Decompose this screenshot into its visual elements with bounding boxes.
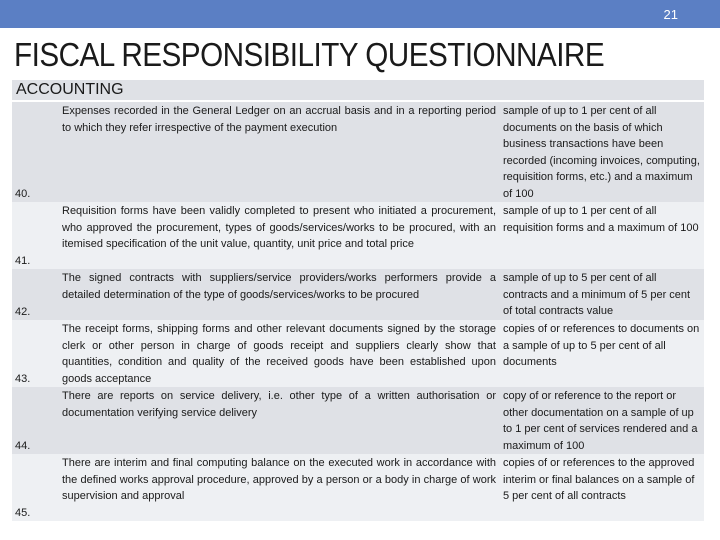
item-sample: sample of up to 1 per cent of all documents on the basis of which business transactions have been recorded (incoming invoices, computing, requisition forms, etc.) and a maximum of 100 (499, 102, 704, 202)
table-row (12, 454, 704, 521)
page-number: 21 (663, 7, 678, 22)
item-number: 43. (12, 320, 59, 387)
item-number: 44. (12, 387, 59, 454)
section-header: ACCOUNTING (12, 80, 704, 100)
item-description: The receipt forms, shipping forms and other relevant documents signed by the storage clerk or other person in charge of goods receipt and suppliers clearly show that quantities, condition and quality of the received goods have been established upon goods acceptance (59, 320, 499, 387)
item-sample: copies of or references to documents on a sample of up to 5 per cent of all documents (499, 320, 704, 387)
table-row (12, 320, 704, 387)
questionnaire-table (12, 102, 704, 521)
item-description: There are reports on service delivery, i.e. other type of a written authorisation or documentation verifying service delivery (59, 387, 499, 454)
item-number: 42. (12, 269, 59, 320)
item-sample: sample of up to 1 per cent of all requisition forms and a maximum of 100 (499, 202, 704, 269)
item-description: There are interim and final computing balance on the executed work in accordance with the defined works approval procedure, approved by a person or a body in charge of work supervision and approval (59, 454, 499, 521)
item-number: 45. (12, 454, 59, 521)
table-row (12, 269, 704, 320)
item-sample: copy of or reference to the report or other documentation on a sample of up to 1 per cent of services rendered and a maximum of 100 (499, 387, 704, 454)
item-number: 40. (12, 102, 59, 202)
top-bar (0, 0, 720, 28)
item-number: 41. (12, 202, 59, 269)
item-description: Expenses recorded in the General Ledger on an accrual basis and in a reporting period to which they refer irrespective of the payment execution (59, 102, 499, 202)
item-sample: copies of or references to the approved interim or final balances on a sample of 5 per cent of all contracts (499, 454, 704, 521)
item-sample: sample of up to 5 per cent of all contracts and a minimum of 5 per cent of total contracts value (499, 269, 704, 320)
table-row (12, 102, 704, 202)
item-description: The signed contracts with suppliers/service providers/works performers provide a detailed determination of the type of goods/services/works to be procured (59, 269, 499, 320)
page-title: FISCAL RESPONSIBILITY QUESTIONNAIRE (14, 36, 605, 73)
table-row (12, 387, 704, 454)
item-description: Requisition forms have been validly completed to present who initiated a procurement, who approved the procurement, types of goods/services/works to be procured, with an itemised specification of the unit value, quantity, unit price and total price (59, 202, 499, 269)
table-row (12, 202, 704, 269)
